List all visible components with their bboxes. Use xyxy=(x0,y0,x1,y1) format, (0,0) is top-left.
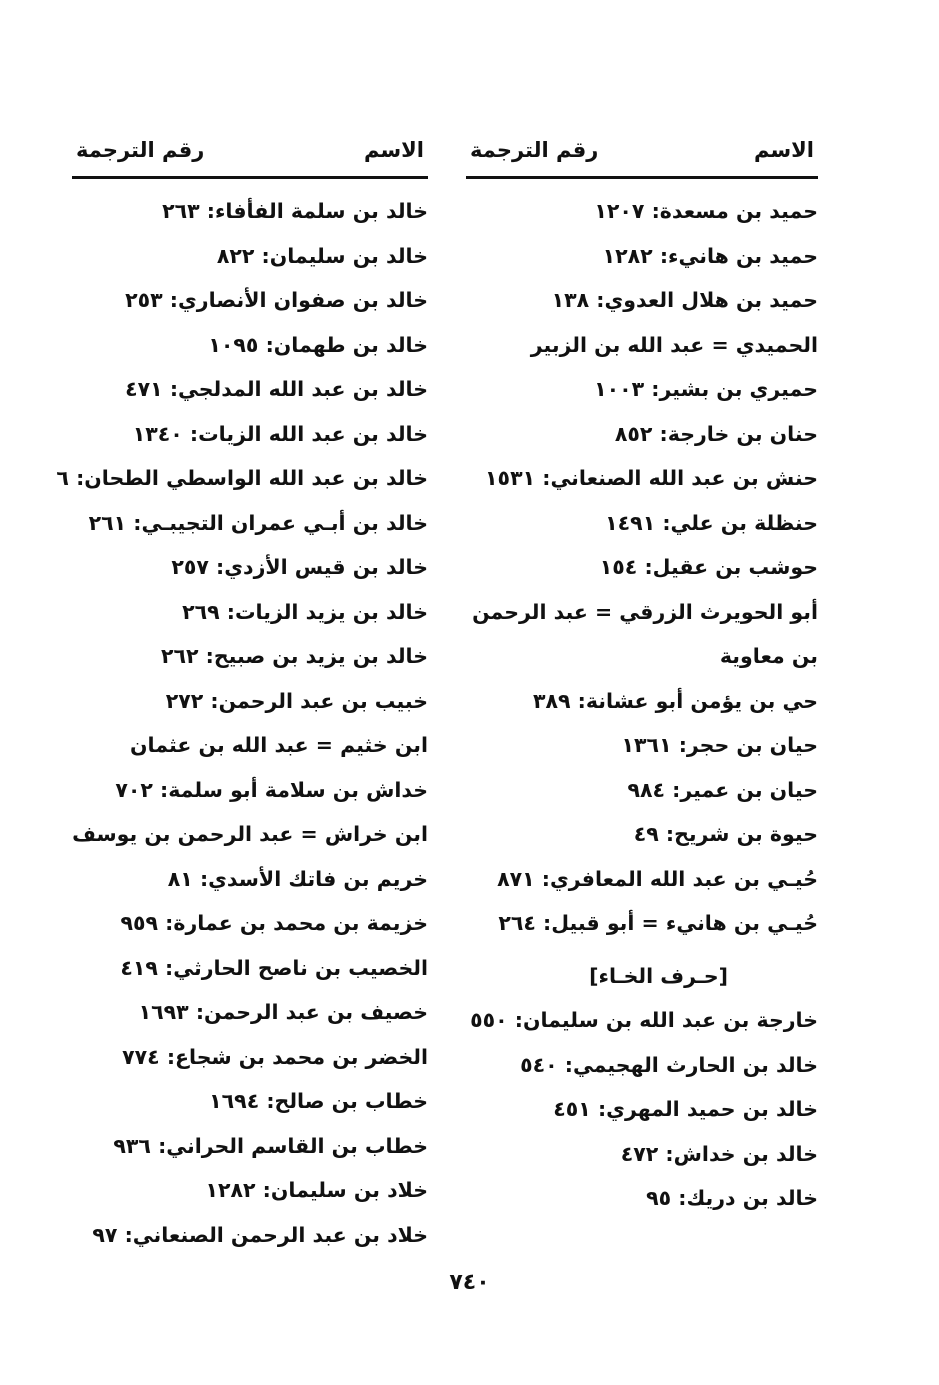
index-entry: حنش بن عبد الله الصنعاني: ١٥٣١ xyxy=(485,466,818,490)
index-entry: خالد بن عبد الله الواسطي الطحان: ٦ xyxy=(56,466,428,490)
header-rule xyxy=(466,176,818,179)
entry-list xyxy=(466,189,818,1221)
index-entry: حُيـي بن هانيء = أبو قبيل: ٢٦٤ xyxy=(498,911,818,935)
index-entry: خطاب بن صالح: ١٦٩٤ xyxy=(209,1089,428,1113)
index-entry: خالد بن دريك: ٩٥ xyxy=(646,1186,818,1210)
index-entry: خالد بن الحارث الهجيمي: ٥٤٠ xyxy=(520,1052,818,1077)
index-entry: حميد بن مسعدة: ١٢٠٧ xyxy=(594,199,818,223)
page-number: ٧٤٠ xyxy=(449,1270,490,1295)
index-entry: خالد بن خداش: ٤٧٢ xyxy=(620,1141,818,1166)
index-entry: خزيمة بن محمد بن عمارة: ٩٥٩ xyxy=(120,911,428,935)
index-entry: حنان بن خارجة: ٨٥٢ xyxy=(614,421,818,446)
index-column-right xyxy=(466,118,818,1221)
index-entry: خداش بن سلامة أبو سلمة: ٧٠٢ xyxy=(115,777,428,802)
index-entry: الخضر بن محمد بن شجاع: ٧٧٤ xyxy=(122,1044,428,1069)
index-entry: خلاد بن سليمان: ١٢٨٢ xyxy=(205,1178,428,1202)
index-entry: خالد بن عبد الله الزيات: ١٣٤٠ xyxy=(132,421,428,446)
entry-list xyxy=(56,189,428,1257)
number-header: رقم الترجمة xyxy=(470,138,599,162)
index-entry: حميد بن هلال العدوي: ١٣٨ xyxy=(551,288,818,312)
index-entry: خالد بن يزيد بن صبيح: ٢٦٢ xyxy=(160,644,428,668)
index-entry: خالد بن عبد الله المدلجي: ٤٧١ xyxy=(125,377,428,401)
index-entry: خالد بن سليمان: ٨٢٢ xyxy=(216,243,428,268)
index-entry: الحميدي = عبد الله بن الزبير xyxy=(530,332,818,357)
index-entry: حميد بن هانيء: ١٢٨٢ xyxy=(602,243,818,268)
index-entry: الخصيب بن ناصح الحارثي: ٤١٩ xyxy=(120,955,428,980)
index-entry: خالد بن يزيد الزيات: ٢٦٩ xyxy=(182,599,428,624)
index-entry: خارجة بن عبد الله بن سليمان: ٥٥٠ xyxy=(470,1008,818,1032)
index-entry: خلاد بن عبد الرحمن الصنعاني: ٩٧ xyxy=(92,1222,428,1247)
section-heading: [حـرف الخـاء] xyxy=(589,963,728,988)
column-header xyxy=(466,118,818,162)
index-entry: خالد بن أبـي عمران التجيبـي: ٢٦١ xyxy=(88,510,428,535)
index-entry: خالد بن قيس الأزدي: ٢٥٧ xyxy=(171,555,428,579)
index-entry: حميري بن بشير: ١٠٠٣ xyxy=(594,377,818,401)
index-entry: حنظلة بن علي: ١٤٩١ xyxy=(605,510,818,535)
index-entry: حيوة بن شريح: ٤٩ xyxy=(633,822,818,846)
index-entry: حي بن يؤمن أبو عشانة: ٣٨٩ xyxy=(532,688,818,713)
index-entry: خالد بن سلمة الفأفاء: ٢٦٣ xyxy=(162,199,428,223)
index-entry: خالد بن حميد المهري: ٤٥١ xyxy=(553,1097,818,1121)
header-rule xyxy=(72,176,428,179)
name-header: الاسم xyxy=(754,138,814,162)
index-entry: خالد بن طهمان: ١٠٩٥ xyxy=(208,332,428,357)
index-column-left xyxy=(56,118,428,1257)
index-entry: خالد بن صفوان الأنصاري: ٢٥٣ xyxy=(125,288,428,312)
index-entry: حُيـي بن عبد الله المعافري: ٨٧١ xyxy=(497,866,818,891)
index-entry: حيان بن عمير: ٩٨٤ xyxy=(627,777,818,802)
index-entry: حيان بن حجر: ١٣٦١ xyxy=(621,733,818,757)
index-entry: ابن خراش = عبد الرحمن بن يوسف xyxy=(72,822,428,846)
index-entry: أبو الحويرث الزرقي = عبد الرحمن بن معاوية xyxy=(472,599,818,668)
index-entry: خصيف بن عبد الرحمن: ١٦٩٣ xyxy=(138,1000,428,1024)
index-entry: خريم بن فاتك الأسدي: ٨١ xyxy=(167,866,428,891)
index-entry: ابن خثيم = عبد الله بن عثمان xyxy=(130,733,428,757)
index-entry: حوشب بن عقيل: ١٥٤ xyxy=(599,555,818,579)
index-entry: خطاب بن القاسم الحراني: ٩٣٦ xyxy=(113,1133,428,1158)
number-header: رقم الترجمة xyxy=(76,138,205,162)
column-header xyxy=(72,118,428,162)
index-entry: خبيب بن عبد الرحمن: ٢٧٢ xyxy=(165,688,428,713)
name-header: الاسم xyxy=(364,138,424,162)
